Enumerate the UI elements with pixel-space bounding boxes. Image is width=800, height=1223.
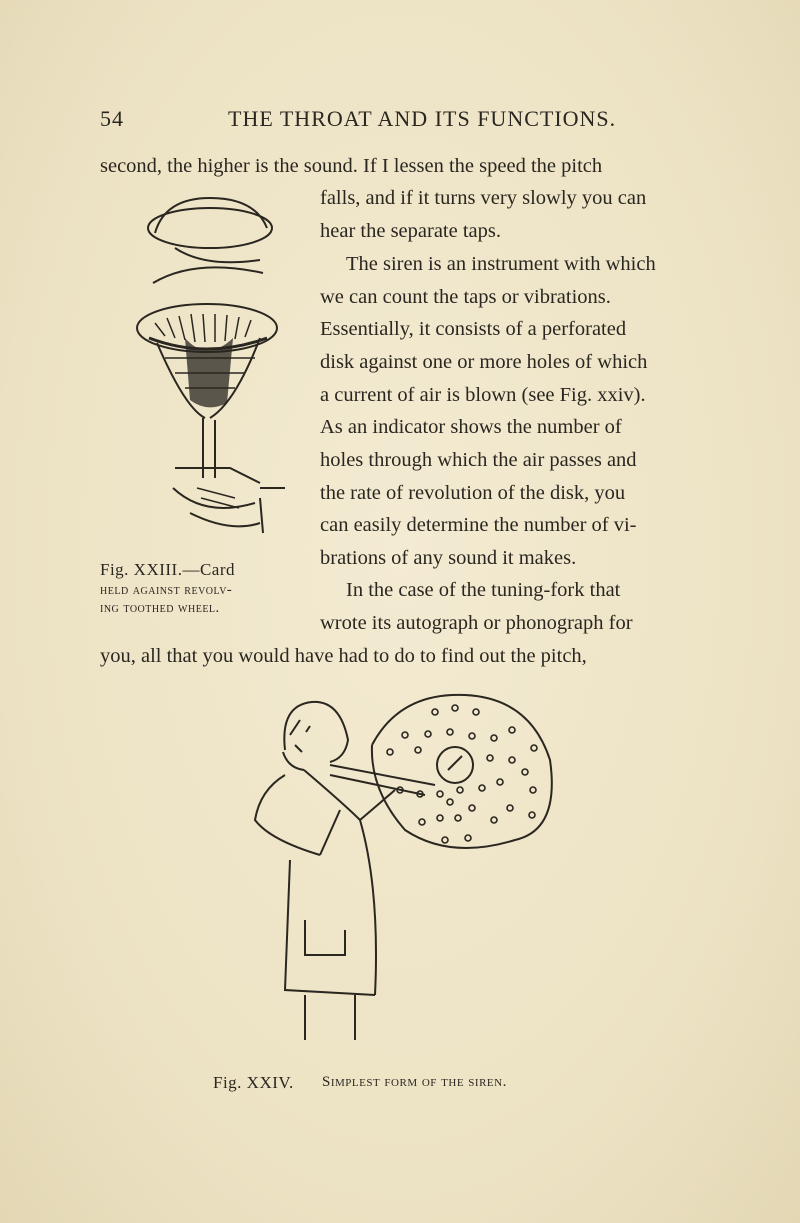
figure-23-caption-line3: ing toothed wheel. [100, 600, 220, 616]
text-line: falls, and if it turns very slowly you can [320, 187, 647, 209]
text-line: the rate of revolution of the disk, you [320, 482, 626, 504]
figure-24-caption-label: Fig. XXIV. [213, 1073, 294, 1092]
siren-figure [250, 690, 560, 1050]
text-line: a current of air is blown (see Fig. xxiv). [320, 384, 646, 406]
figure-24-caption-text: Simplest form of the siren. [322, 1074, 507, 1090]
text-line: hear the separate taps. [320, 220, 501, 242]
text-line: disk against one or more holes of which [320, 351, 648, 373]
text-line: brations of any sound it makes. [320, 547, 577, 569]
text-line: second, the higher is the sound. If I lessen the speed the pitch [100, 155, 603, 177]
text-line: wrote its autograph or phonograph for [320, 612, 633, 634]
figure-23-caption-line1: Fig. XXIII.—Card [100, 560, 236, 579]
text-line: Essentially, it consists of a perforated [320, 318, 627, 340]
text-line: we can count the taps or vibrations. [320, 286, 611, 308]
text-line: can easily determine the number of vi- [320, 514, 637, 536]
running-title: THE THROAT AND ITS FUNCTIONS. [228, 106, 617, 131]
text-line: In the case of the tuning-fork that [346, 579, 621, 601]
toothed-wheel-figure [135, 188, 295, 553]
text-line: you, all that you would have had to do to find out the pitch, [100, 645, 587, 667]
text-line: As an indicator shows the number of [320, 416, 622, 438]
text-line: holes through which the air passes and [320, 449, 637, 471]
text-line: The siren is an instrument with which [346, 253, 656, 275]
figure-23-caption-line2: held against revolv- [100, 582, 233, 598]
page-number: 54 [100, 106, 124, 131]
